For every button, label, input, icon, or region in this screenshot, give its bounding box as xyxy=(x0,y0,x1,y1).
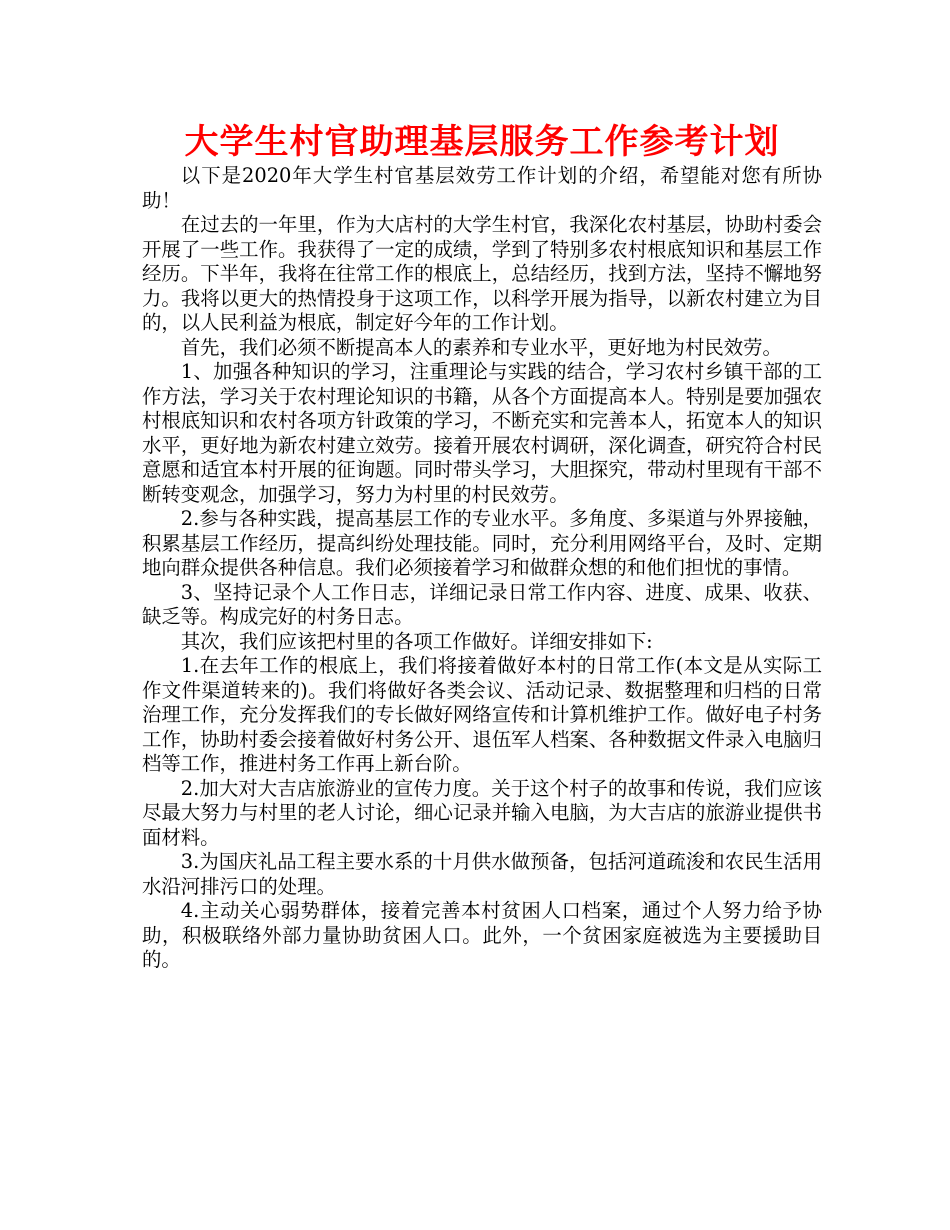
paragraph-plan-2: 2.加大对大吉店旅游业的宣传力度。关于这个村子的故事和传说，我们应该尽最大努力与村里的老人讨论，细心记录并输入电脑，为大吉店的旅游业提供书面材料。 xyxy=(142,776,822,849)
paragraph-item-3: 3、坚持记录个人工作日志，详细记录日常工作内容、进度、成果、收获、缺乏等。构成完好的村务日志。 xyxy=(142,580,822,628)
paragraph-item-2: 2.参与各种实践，提高基层工作的专业水平。多角度、多渠道与外界接触，积累基层工作经历，提高纠纷处理技能。同时，充分利用网络平台，及时、定期地向群众提供各种信息。我们必须接着学习和做群众想的和他们担忧的事情。 xyxy=(142,507,822,579)
paragraph-plan-4: 4.主动关心弱势群体，接着完善本村贫困人口档案，通过个人努力给予协助，积极联络外部力量协助贫困人口。此外，一个贫困家庭被选为主要援助目的。 xyxy=(142,899,822,971)
paragraph-intro: 以下是2020年大学生村官基层效劳工作计划的介绍，希望能对您有所协助！ xyxy=(142,164,822,212)
document-page xyxy=(142,120,822,973)
paragraph-plan-1: 1.在去年工作的根底上，我们将接着做好本村的日常工作(本文是从实际工作文件渠道转来的)。我们将做好各类会议、活动记录、数据整理和归档的日常治理工作，充分发挥我们的专长做好网络宣传和计算机维护工作。做好电子村务工作，协助村委会接着做好村务公开、退伍军人档案、各种数据文件录入电脑归档等工作，推进村务工作再上新台阶。 xyxy=(142,654,822,775)
paragraph-past-year: 在过去的一年里，作为大店村的大学生村官，我深化农村基层，协助村委会开展了一些工作。我获得了一定的成绩，学到了特别多农村根底知识和基层工作经历。下半年，我将在往常工作的根底上，总结经历，找到方法，坚持不懈地努力。我将以更大的热情投身于这项工作，以科学开展为指导，以新农村建立为目的，以人民利益为根底，制定好今年的工作计划。 xyxy=(142,213,822,334)
document-title: 大学生村官助理基层服务工作参考计划 xyxy=(184,122,780,162)
paragraph-second: 其次，我们应该把村里的各项工作做好。详细安排如下: xyxy=(180,629,653,653)
paragraph-item-1: 1、加强各种知识的学习，注重理论与实践的结合，学习农村乡镇干部的工作方法，学习关于农村理论知识的书籍，从各个方面提高本人。特别是要加强农村根底知识和农村各项方针政策的学习，不断充实和完善本人，拓宽本人的知识水平，更好地为新农村建立效劳。接着开展农村调研，深化调查，研究符合村民意愿和适宜本村开展的征询题。同时带头学习，大胆探究，带动村里现有干部不断转变观念，加强学习，努力为村里的村民效劳。 xyxy=(142,360,822,506)
paragraph-plan-3: 3.为国庆礼品工程主要水系的十月供水做预备，包括河道疏浚和农民生活用水沿河排污口的处理。 xyxy=(142,850,822,898)
paragraph-first: 首先，我们必须不断提高本人的素养和专业水平，更好地为村民效劳。 xyxy=(180,335,782,359)
